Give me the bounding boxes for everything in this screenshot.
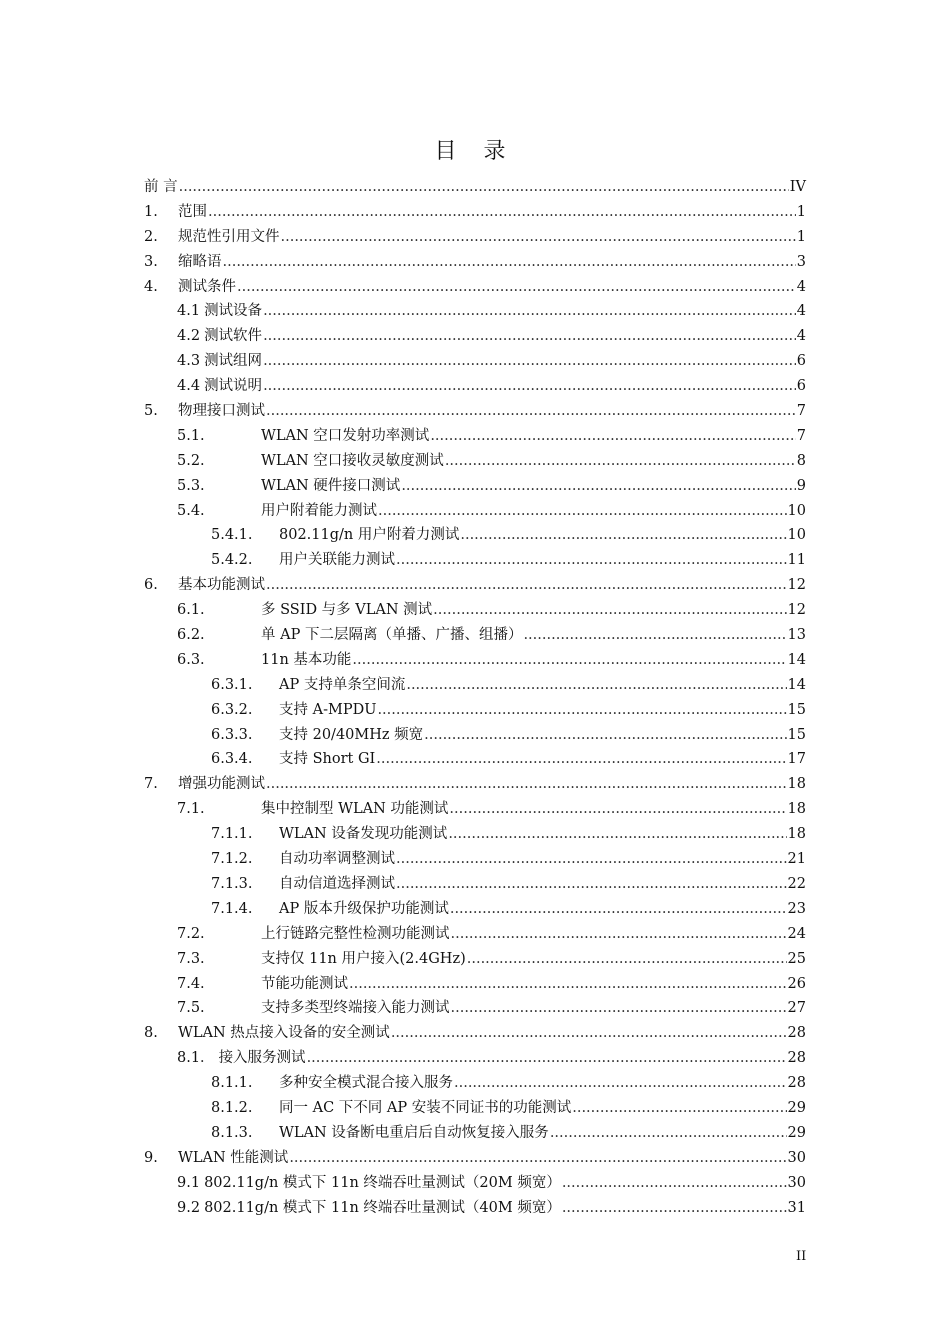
toc-entry[interactable] (144, 1071, 806, 1096)
toc-entry-label: 测试说明 (204, 378, 263, 395)
toc-entry-page: 6 (796, 353, 806, 370)
toc-entry-number: 8.1.2. (211, 1099, 253, 1116)
toc-leader-dots (281, 225, 796, 250)
toc-entry[interactable] (144, 1171, 806, 1196)
toc-entry-label: 上行链路完整性检测功能测试 (261, 925, 450, 942)
toc-entry-page: 14 (787, 651, 806, 668)
toc-entry-page: 28 (787, 1075, 806, 1092)
toc-leader-dots (263, 349, 796, 374)
toc-entry-page: 4 (796, 303, 806, 320)
toc-entry[interactable] (144, 324, 806, 349)
toc-entry-page: 30 (787, 1149, 806, 1166)
toc-leader-dots (401, 474, 795, 499)
toc-leader-dots (352, 648, 786, 673)
toc-entry-page: 7 (796, 403, 806, 420)
toc-entry-page: 4 (796, 328, 806, 345)
toc-entry-page: 30 (787, 1174, 806, 1191)
toc-entry-label: WLAN 空口接收灵敏度测试 (261, 452, 444, 469)
toc-leader-dots (223, 250, 796, 275)
toc-entry[interactable] (144, 922, 806, 947)
toc-entry-page: 28 (787, 1050, 806, 1067)
toc-entry-label: WLAN 空口发射功率测试 (261, 427, 430, 444)
toc-entry-page: 9 (796, 477, 806, 494)
toc-leader-dots (266, 399, 796, 424)
toc-entry[interactable] (144, 772, 806, 797)
toc-entry-page: 22 (787, 875, 806, 892)
toc-entry[interactable] (144, 872, 806, 897)
toc-entry[interactable] (144, 474, 806, 499)
toc-entry-page: 6 (796, 378, 806, 395)
toc-entry-label: 多种安全模式混合接入服务 (279, 1075, 453, 1092)
toc-entry-label: 11n 基本功能 (261, 651, 352, 668)
toc-entry-label: 范围 (178, 203, 207, 220)
toc-entry-number: 9.1 (177, 1174, 201, 1191)
toc-entry-label: 支持 Short GI (279, 751, 376, 768)
toc-entry-label: 测试组网 (204, 353, 263, 370)
toc-entry-label: 测试设备 (204, 303, 263, 320)
toc-entry[interactable] (144, 698, 806, 723)
toc-entry[interactable] (144, 1196, 806, 1221)
toc-entry-label: 支持多类型终端接入能力测试 (261, 1000, 450, 1017)
toc-entry[interactable] (144, 747, 806, 772)
toc-entry-number: 7.1.3. (211, 875, 253, 892)
toc-leader-dots (263, 299, 796, 324)
toc-entry[interactable] (144, 897, 806, 922)
toc-entry-label: 自动功率调整测试 (279, 851, 395, 868)
toc-entry-number: 3. (144, 253, 158, 270)
toc-entry-number: 5.1. (177, 427, 205, 444)
toc-entry[interactable] (144, 996, 806, 1021)
toc-entry-page: 13 (787, 627, 806, 644)
toc-entry-number: 6.1. (177, 602, 205, 619)
toc-entry-number: 6.3.4. (211, 751, 253, 768)
toc-entry-label: 接入服务测试 (218, 1050, 306, 1067)
toc-entry-label: 802.11g/n 模式下 11n 终端吞吐量测试（40M 频宽） (204, 1199, 561, 1216)
toc-entry-page: 23 (787, 900, 806, 917)
toc-leader-dots (208, 200, 796, 225)
toc-leader-dots (467, 947, 787, 972)
toc-entry[interactable] (144, 1046, 806, 1071)
toc-leader-dots (454, 1071, 787, 1096)
toc-entry-label: 用户关联能力测试 (279, 552, 395, 569)
toc-leader-dots (263, 324, 796, 349)
toc-entry-page: 10 (787, 527, 806, 544)
toc-entry-label: 测试软件 (204, 328, 263, 345)
toc-leader-dots (289, 1146, 786, 1171)
toc-entry[interactable] (144, 424, 806, 449)
toc-leader-dots (460, 523, 786, 548)
toc-leader-dots (396, 847, 787, 872)
toc-entry-page: 24 (787, 925, 806, 942)
toc-entry[interactable] (144, 175, 806, 200)
toc-entry[interactable] (144, 1021, 806, 1046)
toc-entry-number: 8.1． (177, 1050, 215, 1067)
toc-entry[interactable] (144, 374, 806, 399)
toc-entry-page: 18 (787, 826, 806, 843)
toc-entry-number: 7.4. (177, 975, 205, 992)
toc-leader-dots (307, 1046, 787, 1071)
toc-entry-label: 前 言 (144, 179, 178, 195)
toc-entry-label: 支持仅 11n 用户接入(2.4GHz) (261, 950, 466, 967)
toc-entry-number: 7.3. (177, 950, 205, 967)
toc-entry-number: 7.2. (177, 925, 205, 942)
toc-entry-label: 用户附着能力测试 (261, 502, 377, 519)
toc-entry-number: 5.4. (177, 502, 205, 519)
toc-entry-number: 7.5. (177, 1000, 205, 1017)
toc-entry-page: 27 (787, 1000, 806, 1017)
toc-entry-page: 1 (796, 203, 806, 220)
toc-entry-page: 8 (796, 452, 806, 469)
toc-entry-number: 9.2 (177, 1199, 201, 1216)
toc-leader-dots (237, 275, 796, 300)
toc-entry-label: WLAN 热点接入设备的安全测试 (178, 1025, 390, 1042)
toc-entry[interactable] (144, 499, 806, 524)
page-number: II (796, 1249, 807, 1264)
toc-leader-dots (430, 424, 795, 449)
toc-entry-label: 基本功能测试 (178, 577, 265, 594)
toc-title: 目 录 (434, 139, 516, 164)
toc-entry-label: 支持 A-MPDU (279, 701, 377, 718)
toc-leader-dots (406, 673, 786, 698)
toc-leader-dots (523, 623, 786, 648)
toc-entry-number: 8.1.1. (211, 1075, 253, 1092)
toc-entry-page: 29 (787, 1099, 806, 1116)
toc-entry-number: 6.3. (177, 651, 205, 668)
toc-entry-page: 15 (787, 701, 806, 718)
toc-entry-label: 测试条件 (178, 278, 236, 295)
toc-entry[interactable] (144, 449, 806, 474)
toc-entry-page: 26 (787, 975, 806, 992)
toc-entry-page: 11 (787, 552, 806, 569)
toc-entry[interactable] (144, 573, 806, 598)
toc-entry[interactable] (144, 349, 806, 374)
toc-entry-page: 25 (787, 950, 806, 967)
toc-entry-label: AP 版本升级保护功能测试 (279, 900, 449, 917)
toc-entry-label: WLAN 设备断电重启后自动恢复接入服务 (279, 1124, 549, 1141)
toc-entry[interactable] (144, 972, 806, 997)
toc-entry[interactable] (144, 1096, 806, 1121)
toc-entry-number: 4.3 (177, 353, 201, 370)
toc-entry-page: 31 (787, 1199, 806, 1216)
toc-entry-page: 4 (796, 278, 806, 295)
toc-entry[interactable] (144, 225, 806, 250)
toc-entry-number: 5.4.2. (211, 552, 253, 569)
toc-leader-dots (550, 1121, 787, 1146)
toc-entry-page: 12 (787, 577, 806, 594)
toc-entry-page: 15 (787, 726, 806, 743)
toc-entry-number: 5.4.1. (211, 527, 253, 544)
toc-entry[interactable] (144, 822, 806, 847)
toc-leader-dots (424, 723, 786, 748)
toc-leader-dots (349, 972, 787, 997)
toc-entry[interactable] (144, 1146, 806, 1171)
toc-entry-number: 6.3.2. (211, 701, 253, 718)
toc-entry[interactable] (144, 1121, 806, 1146)
toc-entry-number: 6. (144, 577, 158, 594)
toc-entry-page: 3 (796, 253, 806, 270)
toc-entry-label: 支持 20/40MHz 频宽 (279, 726, 424, 743)
toc-entry-number: 9. (144, 1149, 158, 1166)
toc-entry[interactable] (144, 623, 806, 648)
toc-entry-page: 17 (787, 751, 806, 768)
toc-entry-page: IV (789, 179, 806, 195)
toc-leader-dots (451, 996, 787, 1021)
toc-entry-label: 集中控制型 WLAN 功能测试 (261, 801, 449, 818)
toc-entry-number: 1. (144, 203, 158, 220)
toc-leader-dots (445, 449, 796, 474)
toc-leader-dots (263, 374, 796, 399)
toc-entry[interactable] (144, 673, 806, 698)
toc-leader-dots (377, 698, 786, 723)
toc-leader-dots (391, 1021, 787, 1046)
toc-leader-dots (448, 822, 786, 847)
toc-entry[interactable] (144, 947, 806, 972)
toc-leader-dots (266, 573, 787, 598)
toc-entry[interactable] (144, 797, 806, 822)
toc-entry-label: 同一 AC 下不同 AP 安装不同证书的功能测试 (279, 1099, 572, 1116)
toc-entry-label: AP 支持单条空间流 (279, 676, 406, 693)
toc-entry-label: 802.11g/n 模式下 11n 终端吞吐量测试（20M 频宽） (204, 1174, 561, 1191)
toc-entry-number: 2. (144, 228, 158, 245)
toc-leader-dots (396, 872, 787, 897)
toc-leader-dots (376, 747, 786, 772)
toc-entry-label: 物理接口测试 (178, 403, 265, 420)
toc-entry-number: 7.1.4. (211, 900, 253, 917)
table-of-contents (144, 175, 806, 1220)
toc-leader-dots (179, 175, 789, 200)
toc-entry-number: 6.2. (177, 627, 205, 644)
toc-entry[interactable] (144, 399, 806, 424)
toc-entry-label: 自动信道选择测试 (279, 875, 395, 892)
toc-entry-number: 5.2. (177, 452, 205, 469)
toc-entry-label: 增强功能测试 (178, 776, 265, 793)
toc-entry-number: 4. (144, 278, 158, 295)
toc-entry-label: 规范性引用文件 (178, 228, 280, 245)
toc-entry-number: 7.1. (177, 801, 205, 818)
toc-entry[interactable] (144, 723, 806, 748)
toc-entry-number: 8. (144, 1025, 158, 1042)
toc-entry-number: 7. (144, 776, 158, 793)
toc-entry-page: 29 (787, 1124, 806, 1141)
toc-entry[interactable] (144, 598, 806, 623)
toc-entry-number: 6.3.3. (211, 726, 253, 743)
toc-entry-page: 7 (796, 427, 806, 444)
toc-leader-dots (562, 1171, 787, 1196)
toc-entry-page: 21 (787, 851, 806, 868)
toc-entry-label: 缩略语 (178, 253, 222, 270)
toc-entry-label: 多 SSID 与多 VLAN 测试 (261, 602, 433, 619)
toc-entry-label: 802.11g/n 用户附着力测试 (279, 527, 460, 544)
toc-leader-dots (396, 548, 787, 573)
toc-entry-label: WLAN 性能测试 (178, 1149, 289, 1166)
toc-entry-page: 28 (787, 1025, 806, 1042)
toc-entry[interactable] (144, 250, 806, 275)
toc-entry[interactable] (144, 648, 806, 673)
toc-entry-page: 18 (787, 801, 806, 818)
toc-leader-dots (266, 772, 787, 797)
toc-entry-label: WLAN 设备发现功能测试 (279, 826, 448, 843)
toc-entry[interactable] (144, 200, 806, 225)
toc-entry-number: 7.1.2. (211, 851, 253, 868)
toc-entry[interactable] (144, 275, 806, 300)
toc-leader-dots (451, 922, 787, 947)
toc-entry[interactable] (144, 847, 806, 872)
toc-entry-number: 6.3.1. (211, 676, 253, 693)
toc-entry-number: 4.1 (177, 303, 201, 320)
toc-entry-label: WLAN 硬件接口测试 (261, 477, 401, 494)
toc-entry-number: 5.3. (177, 477, 205, 494)
toc-entry-number: 4.2 (177, 328, 201, 345)
toc-entry-page: 14 (787, 676, 806, 693)
toc-entry-number: 7.1.1. (211, 826, 253, 843)
toc-entry-page: 1 (796, 228, 806, 245)
toc-entry[interactable] (144, 548, 806, 573)
toc-entry-page: 10 (787, 502, 806, 519)
toc-leader-dots (450, 897, 787, 922)
toc-leader-dots (378, 499, 787, 524)
toc-entry-page: 18 (787, 776, 806, 793)
toc-entry-number: 8.1.3. (211, 1124, 253, 1141)
toc-leader-dots (562, 1196, 787, 1221)
toc-entry-number: 5. (144, 403, 158, 420)
toc-entry[interactable] (144, 299, 806, 324)
toc-entry-page: 12 (787, 602, 806, 619)
toc-entry-number: 4.4 (177, 378, 201, 395)
toc-leader-dots (433, 598, 786, 623)
toc-leader-dots (449, 797, 786, 822)
toc-entry-label: 节能功能测试 (261, 975, 348, 992)
toc-leader-dots (572, 1096, 786, 1121)
toc-entry[interactable] (144, 523, 806, 548)
toc-entry-label: 单 AP 下二层隔离（单播、广播、组播） (261, 627, 523, 644)
